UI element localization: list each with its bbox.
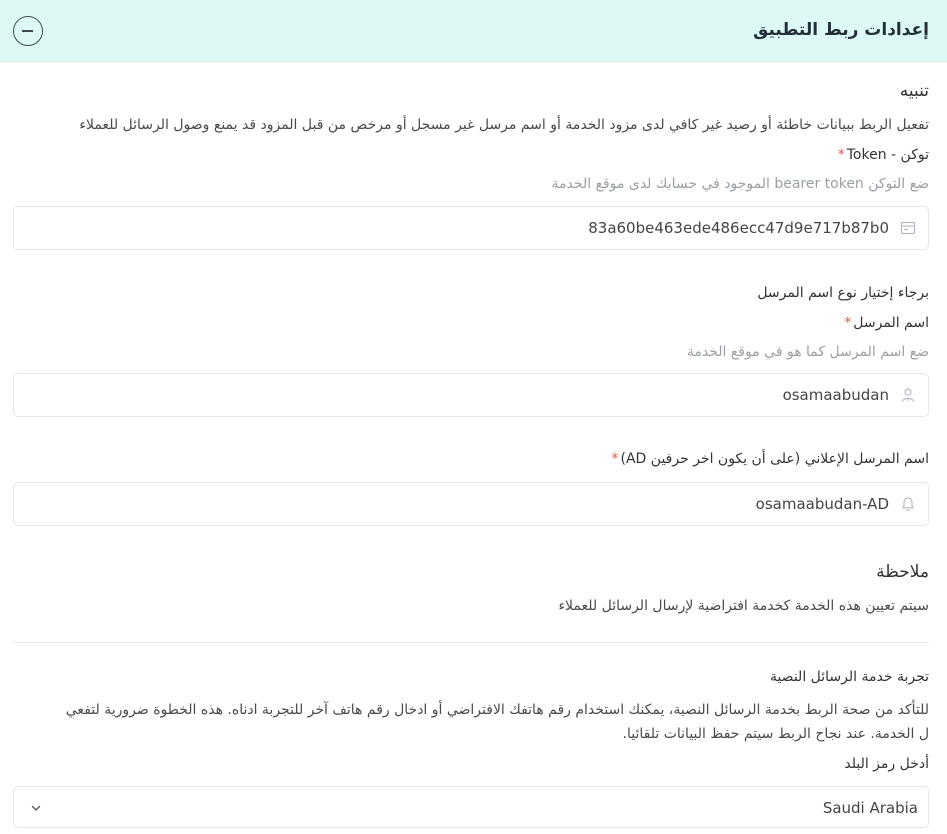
card-icon: [900, 220, 916, 236]
required-mark: *: [837, 147, 845, 163]
token-label: [838, 147, 929, 163]
sms-test-line-1: للتأكد من صحة الربط بخدمة الرسائل النصية، يمكنك استخدام رقم هاتفك الافتراضي أو ادخال رقم هاتف آخر للتجربة ادناه. هذه الخطوة ضرورية لتفعي: [65, 702, 929, 718]
warning-text: تفعيل الربط ببيانات خاطئة أو رصيد غير كافي لدى مزود الخدمة أو اسم مرسل غير مسجل أو مرخص من قبل المزود قد يمنع وصول الرسائل للعملاء: [79, 117, 929, 133]
ad-sender-label-text: اسم المرسل الإعلاني (على أن يكون اخر حرفين AD): [620, 451, 929, 467]
chevron-down-icon: [30, 802, 42, 814]
country-code-label: أدخل رمز البلد: [844, 756, 929, 772]
ad-sender-label: [612, 451, 929, 467]
country-value: Saudi Arabia: [822, 799, 918, 817]
country-select[interactable]: [13, 786, 929, 828]
user-icon: [900, 387, 916, 403]
sender-name-label: [844, 315, 929, 331]
sender-name-hint: ضع اسم المرسل كما هو في موقع الخدمة: [686, 344, 929, 360]
page-title: إعدادات ربط التطبيق: [753, 20, 929, 40]
note-title: ملاحظة: [876, 562, 929, 582]
sender-name-input[interactable]: [13, 373, 929, 417]
note-text: سيتم تعيين هذه الخدمة كخدمة افتراضية لإرسال الرسائل للعملاء: [558, 598, 929, 614]
ad-sender-input[interactable]: [13, 482, 929, 526]
ad-sender-value: osamaabudan-AD: [755, 495, 889, 513]
required-mark: *: [844, 315, 852, 331]
sender-type-label: برجاء إختيار نوع اسم المرسل: [757, 285, 929, 301]
sms-test-line-2: ل الخدمة. عند نجاح الربط سيتم حفظ البيانات تلقائيا.: [622, 726, 929, 742]
sender-name-value: osamaabudan: [782, 386, 889, 404]
settings-header[interactable]: [0, 0, 947, 62]
token-hint: ضع التوكن bearer token الموجود في حسابك لدى موقع الخدمة: [551, 176, 929, 192]
collapse-button[interactable]: [13, 16, 43, 46]
required-mark: *: [611, 451, 619, 467]
sender-name-label-text: اسم المرسل: [853, 315, 929, 331]
token-input[interactable]: [13, 206, 929, 250]
token-label-text: توكن - Token: [846, 147, 929, 163]
token-value: 83a60be463ede486ecc47d9e717b87b0: [588, 219, 889, 237]
sms-test-title: تجربة خدمة الرسائل النصية: [769, 669, 929, 685]
warning-title: تنبيه: [899, 81, 929, 101]
divider: [13, 642, 929, 643]
bell-icon: [900, 496, 916, 512]
